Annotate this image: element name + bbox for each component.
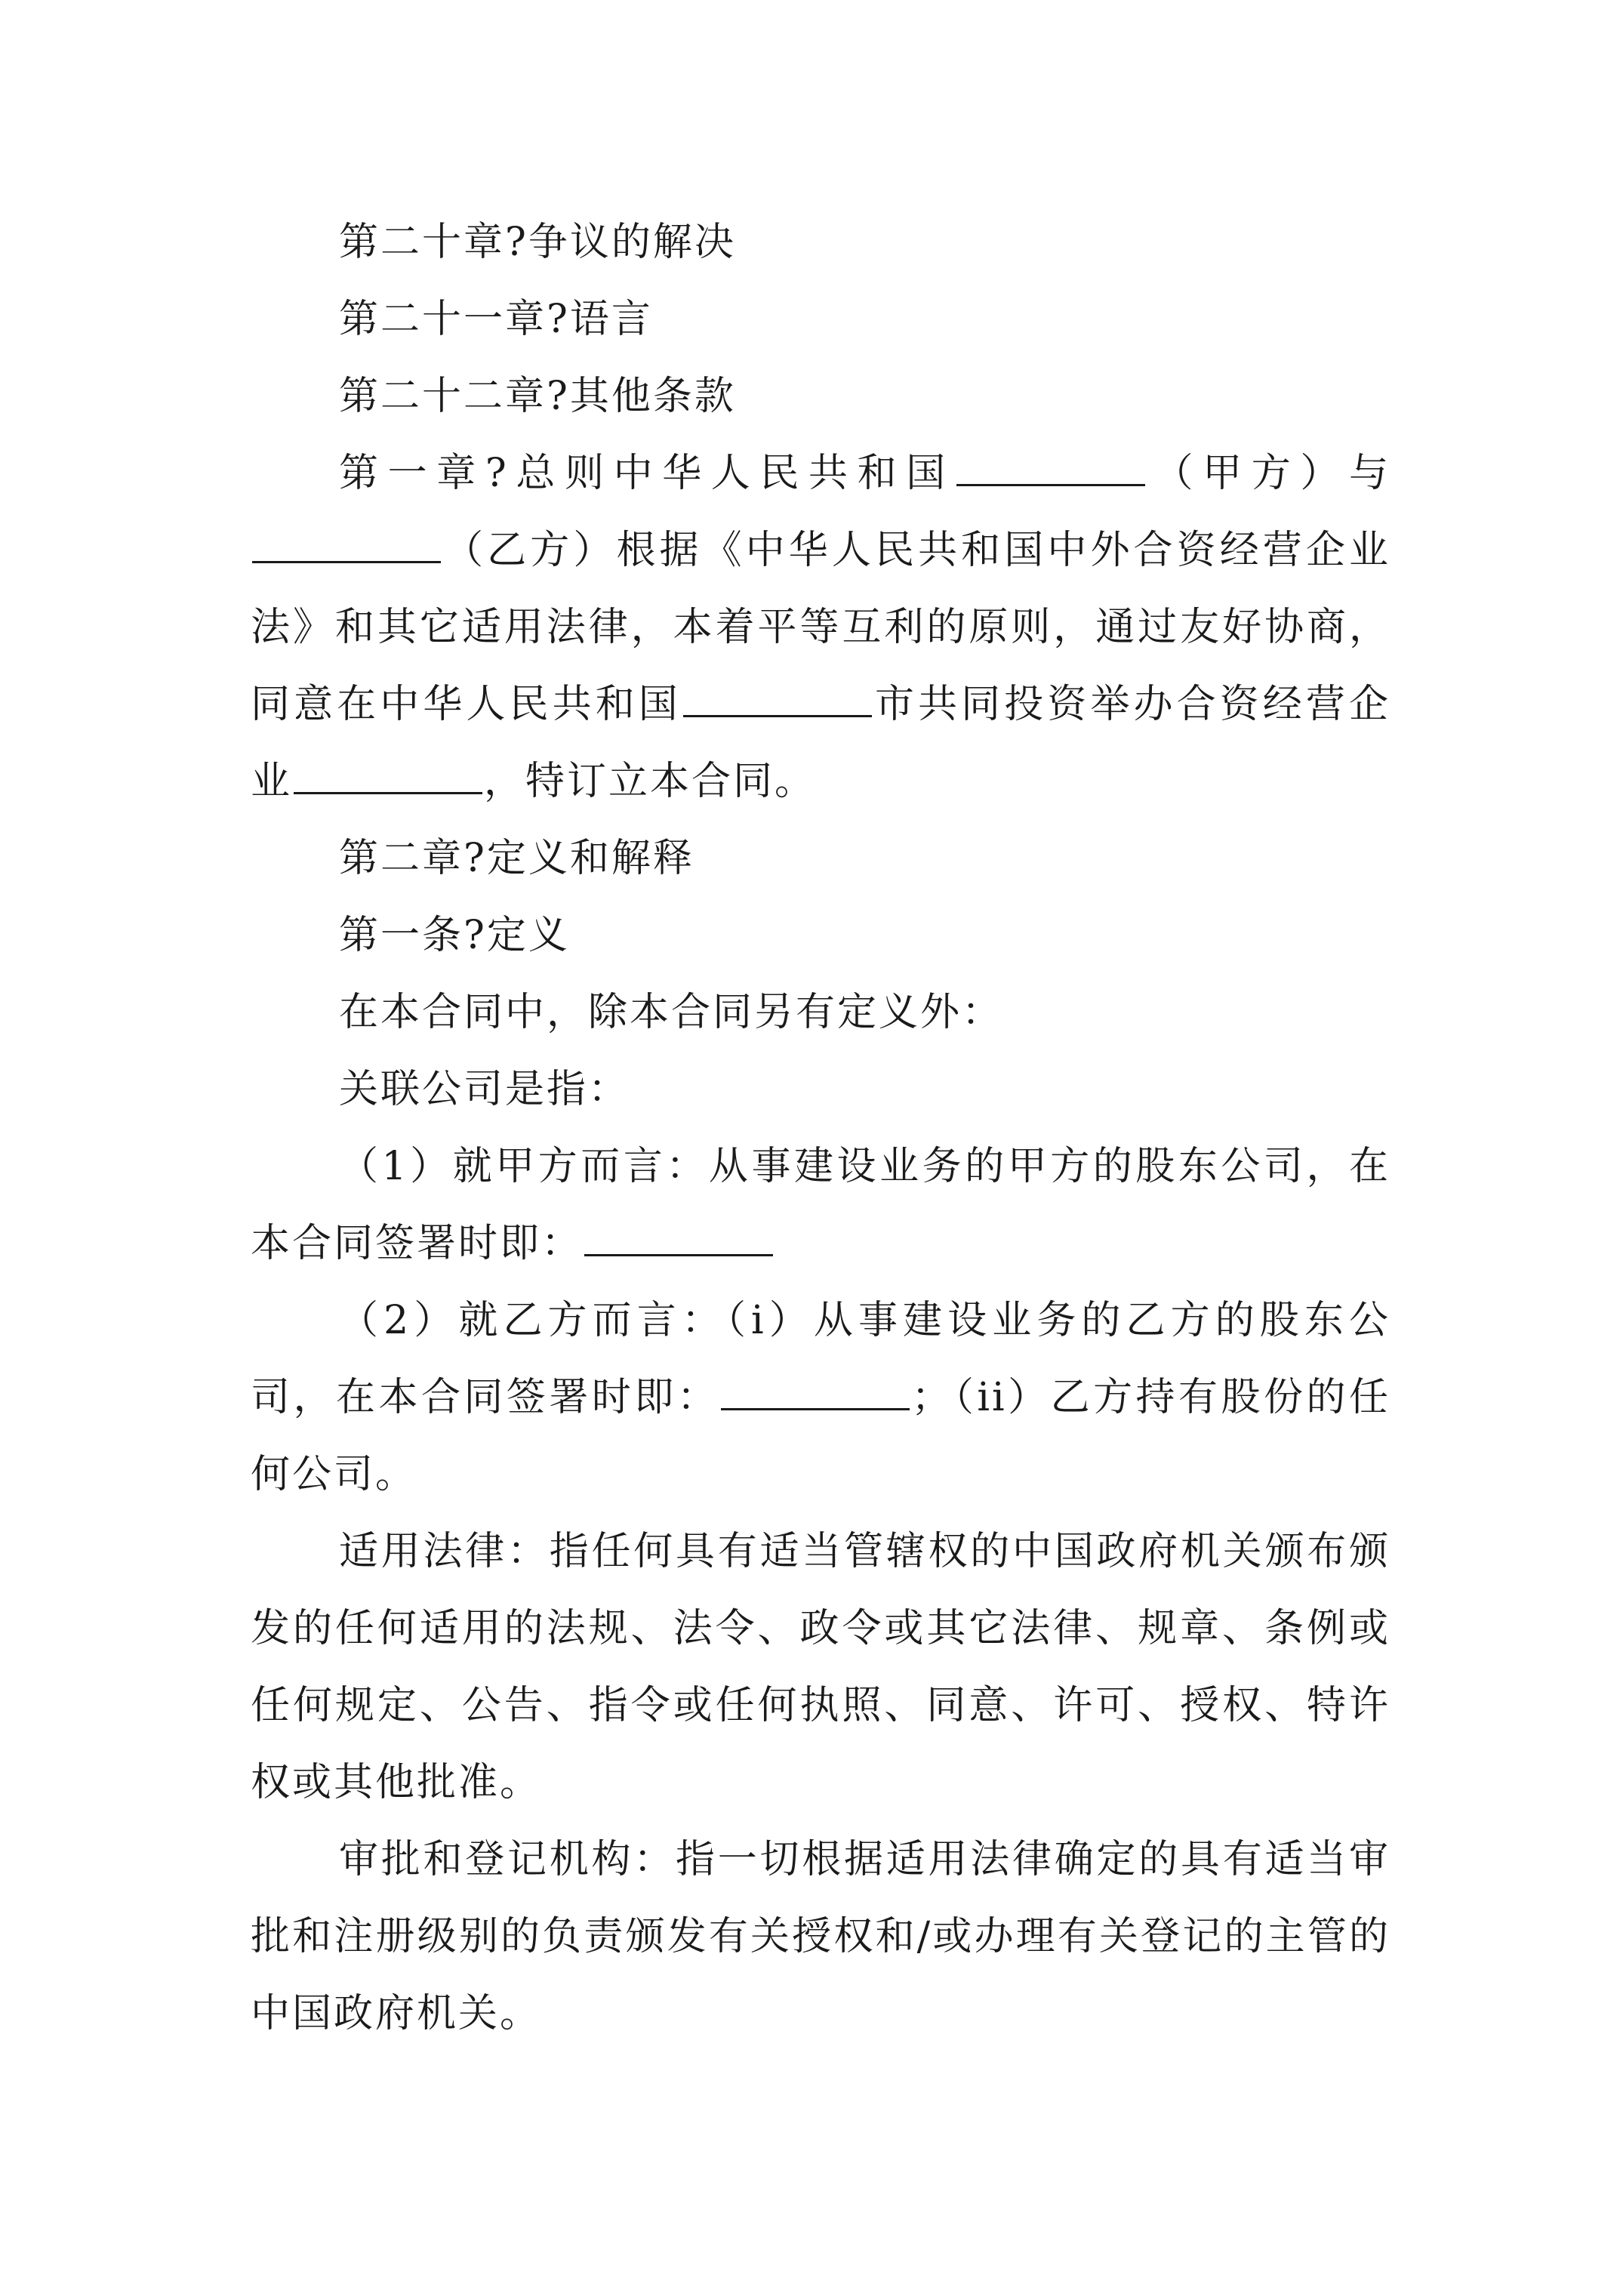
affiliate-item-1-text: （1）就甲方而言：从事建设业务的甲方的股东公司，在本合同签署时即： — [251, 1144, 1390, 1266]
party-b-name-blank — [252, 526, 441, 563]
chapter-1-text-b: （甲方）与 — [1146, 451, 1390, 496]
applicable-law-definition: 适用法律：指任何具有适当管辖权的中国政府机关颁布颁发的任何适用的法规、法令、政令或其它法律、规章、条例或任何规定、公告、指令或任何执照、同意、许可、授权、特许权或其他批准。 — [251, 1529, 1390, 1805]
chapter-2-title: 第二章?定义和解释 — [339, 836, 694, 881]
chapter-1-text-a: 第一章?总则中华人民共和国 — [339, 451, 955, 496]
toc-entry-chapter-20: 第二十章?争议的解决 — [339, 220, 736, 265]
affiliate-item-2-text-a: （2）就乙方而言：（i）从事建设业务的乙方的股东公司，在本合同签署时即： — [251, 1298, 1390, 1420]
toc-entry-chapter-21: 第二十一章?语言 — [339, 297, 653, 342]
party-b-shareholder-blank — [721, 1373, 910, 1410]
chapter-1-text-e: ，特订立本合同。 — [484, 759, 817, 804]
city-name-blank — [683, 680, 872, 717]
definitions-intro: 在本合同中，除本合同另有定义外： — [339, 990, 1004, 1035]
party-a-name-blank — [956, 449, 1145, 486]
toc-entry-chapter-22: 第二十二章?其他条款 — [339, 374, 736, 419]
affiliate-item-1 — [251, 1128, 1390, 1282]
chapter-1-text-d: 市共同投资举办合资经营企业 — [251, 682, 1390, 804]
affiliate-item-2 — [251, 1282, 1390, 1513]
party-a-shareholder-blank — [584, 1219, 773, 1256]
document-body — [251, 204, 1390, 2052]
chapter-1-general-provisions — [251, 435, 1390, 820]
affiliate-label: 关联公司是指： — [339, 1067, 630, 1112]
approval-authority-definition: 审批和登记机构：指一切根据适用法律确定的具有适当审批和注册级别的负责颁发有关授权和/或办理有关登记的主管的中国政府机关。 — [251, 1837, 1390, 2036]
affiliate-item-2-text-b: ；（ii）乙方持有股份的任何公司。 — [251, 1375, 1390, 1497]
joint-venture-name-blank — [294, 757, 482, 794]
article-1-title: 第一条?定义 — [339, 913, 570, 958]
chapter-1-text-c: （乙方）根据《中华人民共和国中外合资经营企业法》和其它适用法律，本着平等互利的原则，通过友好协商，同意在中华人民共和国 — [251, 528, 1390, 727]
